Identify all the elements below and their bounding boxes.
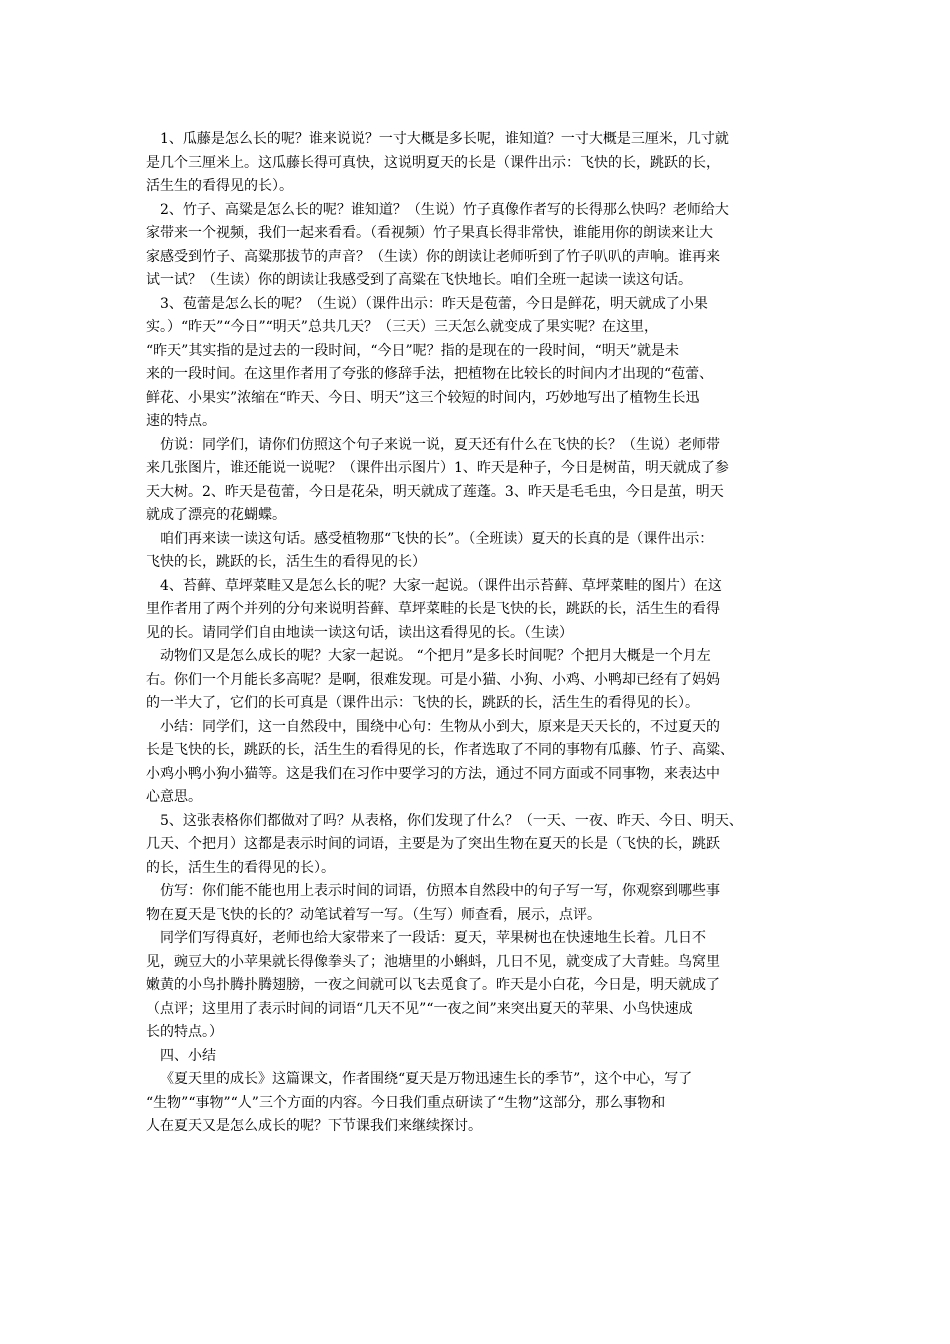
text-line: 几天、个把月）这都是表示时间的词语，主要是为了突出生物在夏天的长是（飞快的长，跳跃 <box>146 836 720 852</box>
text-line: 实。）“昨天”“今日”“明天”总共几天？（三天）三天怎么就变成了果实呢？在这里， <box>146 319 658 335</box>
text-line: 长的特点。） <box>146 1024 223 1040</box>
text-line: 长是飞快的长，跳跃的长，活生生的看得见的长，作者选取了不同的事物有瓜藤、竹子、高粱、 <box>146 742 734 758</box>
text-line: 家感受到竹子、高粱那拔节的声音？（生读）你的朗读让老师听到了竹子叭叭的声响。谁再来 <box>146 248 720 265</box>
text-line: 来的一段时间。在这里作者用了夸张的修辞手法，把植物在比较长的时间内才出现的“苞蕾、 <box>146 366 714 382</box>
text-line: 物在夏天是飞快的长的？动笔试着写一写。（生写）师查看，展示，点评。 <box>146 906 601 923</box>
text-line: 心意思。 <box>146 789 202 805</box>
text-line: 3、苞蕾是怎么长的呢？（生说）（课件出示：昨天是苞蕾，今日是鲜花，明天就成了小果 <box>160 295 708 312</box>
text-line: 仿写：你们能不能也用上表示时间的词语，仿照本自然段中的句子写一写，你观察到哪些事 <box>160 883 720 899</box>
text-line: 1、瓜藤是怎么长的呢？谁来说说？一寸大概是多长呢，谁知道？一寸大概是三厘米，几寸就 <box>160 131 729 147</box>
text-line: 来几张图片，谁还能说一说呢？（课件出示图片）1、昨天是种子，今日是树苗，明天就成了参 <box>146 460 729 476</box>
text-line: 咱们再来读一读这句话。感受植物那“飞快的长”。（全班读）夏天的长真的是（课件出示： <box>160 530 714 547</box>
text-line: 4、苔藓、草坪菜畦又是怎么长的呢？大家一起说。（课件出示苔藓、草坪菜畦的图片）在这 <box>160 577 722 594</box>
text-line: 试一试？（生读）你的朗读让我感受到了高粱在飞快地长。咱们全班一起读一读这句话。 <box>146 272 692 288</box>
text-line: （点评；这里用了表示时间的词语“几天不见”“一夜之间”来突出夏天的苹果、小鸟快速成 <box>146 1000 693 1017</box>
text-line: 的长，活生生的看得见的长）。 <box>146 859 335 876</box>
document-body <box>146 128 818 1139</box>
text-line: 《夏天里的成长》这篇课文，作者围绕“夏天是万物迅速生长的季节”，这个中心，写了 <box>160 1071 693 1087</box>
text-line: 见的长。请同学们自由地读一读这句话，读出这看得见的长。（生读） <box>146 624 573 641</box>
text-line: 仿说：同学们，请你们仿照这个句子来说一说，夏天还有什么在飞快的长？（生说）老师带 <box>160 436 720 453</box>
text-line: “昨天”其实指的是过去的一段时间，“今日”呢？指的是现在的一段时间，“明天”就是未 <box>146 342 679 359</box>
text-line: 小结：同学们，这一自然段中，围绕中心句：生物从小到大，原来是天天长的，不过夏天的 <box>160 718 720 735</box>
text-line: 5、这张表格你们都做对了吗？从表格，你们发现了什么？（一天、一夜、昨天、今日、明天、 <box>160 812 743 829</box>
text-line: 见，豌豆大的小苹果就长得像拳头了；池塘里的小蝌蚪，几日不见，就变成了大青蛙。鸟窝里 <box>146 953 720 970</box>
text-line: 同学们写得真好，老师也给大家带来了一段话：夏天，苹果树也在快速地生长着。几日不 <box>160 930 706 946</box>
text-line: 右。你们一个月能长多高呢？是啊，很难发现。可是小猫、小狗、小鸡、小鸭却已经有了妈妈 <box>146 671 720 688</box>
text-line: 是几个三厘米上。这瓜藤长得可真快，这说明夏天的长是（课件出示：飞快的长，跳跃的长， <box>146 154 720 171</box>
text-line: 里作者用了两个并列的分句来说明苔藓、草坪菜畦的长是飞快的长，跳跃的长，活生生的看得 <box>146 601 720 617</box>
text-line: 四、小结 <box>160 1047 216 1064</box>
text-line: 活生生的看得见的长）。 <box>146 178 293 194</box>
text-line: 就成了漂亮的花蝴蝶。 <box>146 507 286 523</box>
text-line: 动物们又是怎么成长的呢？大家一起说。 “个把月”是多长时间呢？个把月大概是一个月左 <box>160 648 711 664</box>
text-line: 人在夏天又是怎么成长的呢？下节课我们来继续探讨。 <box>146 1118 482 1134</box>
text-line: 鲜花、小果实”浓缩在“昨天、今日、明天”这三个较短的时间内，巧妙地写出了植物生长迅 <box>146 389 700 406</box>
text-line: 2、竹子、高粱是怎么长的呢？谁知道？（生说）竹子真像作者写的长得那么快吗？老师给大 <box>160 201 729 218</box>
text-line: 嫩黄的小鸟扑腾扑腾翅膀，一夜之间就可以飞去觅食了。昨天是小白花，今日是，明天就成了 <box>146 977 720 993</box>
text-line: 飞快的长，跳跃的长，活生生的看得见的长） <box>146 554 426 570</box>
text-line: 家带来一个视频，我们一起来看看。（看视频）竹子果真长得非常快，谁能用你的朗读来让大 <box>146 225 713 241</box>
text-line: 小鸡小鸭小狗小猫等。这是我们在习作中要学习的方法，通过不同方面或不同事物，来表达中 <box>146 765 720 782</box>
text-line: 速的特点。 <box>146 413 216 429</box>
text-line: 天大树。2、昨天是苞蕾，今日是花朵，明天就成了莲蓬。3、昨天是毛毛虫，今日是茧，明天 <box>146 483 724 500</box>
text-line: “生物”“事物”“人”三个方面的内容。今日我们重点研读了“生物”这部分，那么事物和 <box>146 1094 666 1111</box>
text-line: 的一半大了，它们的长可真是（课件出示：飞快的长，跳跃的长，活生生的看得见的长）。 <box>146 695 699 711</box>
